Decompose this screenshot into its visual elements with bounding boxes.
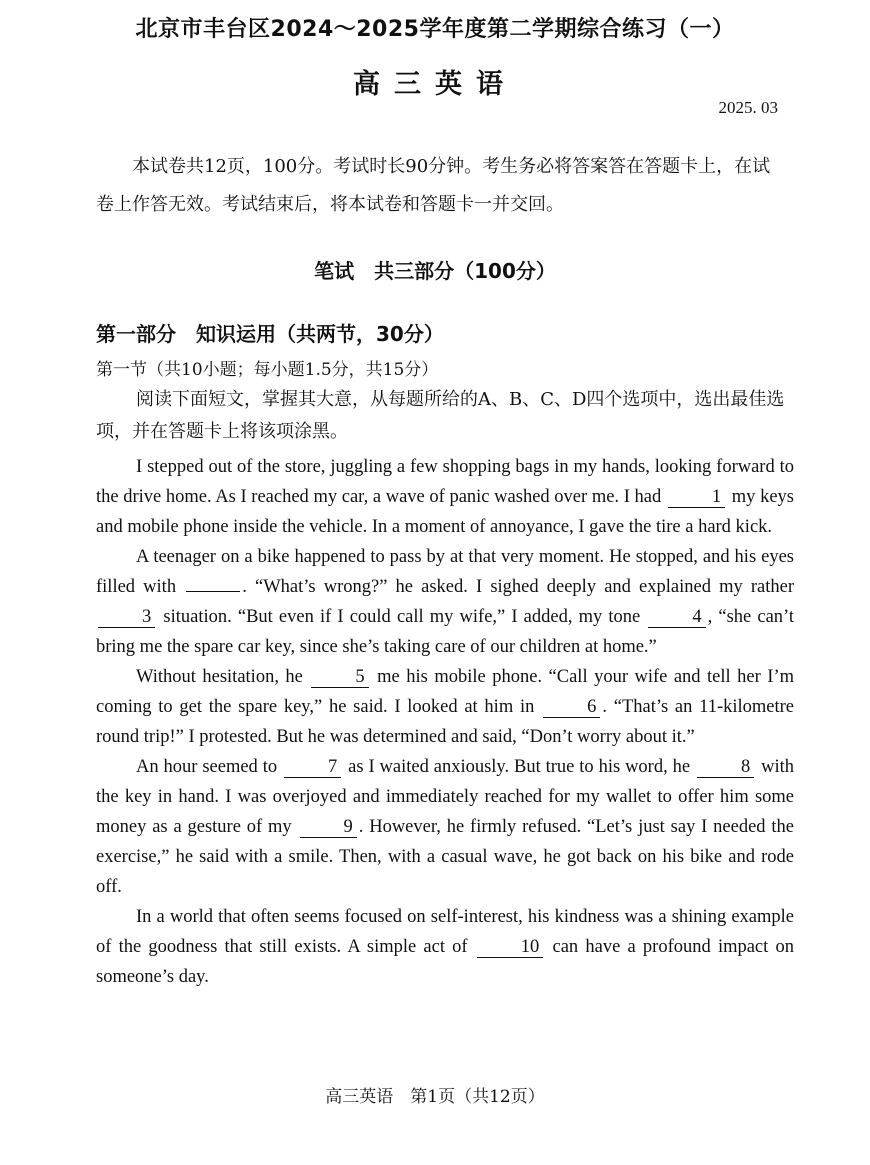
- blank-5: 5: [311, 667, 368, 688]
- passage-text: , “she can’t bring me the spare car key, since she’s taking care of our children at home.”: [96, 607, 795, 657]
- directions-text: 阅读下面短文，掌握其大意，从每题所给的A、B、C、D四个选项中，选出最佳选项，并在答题卡上将该项涂黑。: [96, 389, 785, 442]
- passage-text: . “That’s an 11-kilometre round trip!” I protested. But he was determined and said, “Don’t worry about it.”: [96, 697, 795, 747]
- passage-text: can have a profound impact on someone’s day.: [96, 937, 794, 987]
- exam-title: 北京市丰台区2024～2025学年度第二学期综合练习（一）: [135, 17, 735, 42]
- passage-text: as I waited anxiously. But true to his word, he: [348, 757, 691, 777]
- passage-text: situation. “But even if I could call my wife,” I added, my tone: [163, 607, 641, 627]
- subject-title: 高三英语: [353, 69, 517, 100]
- passage-text: my keys and mobile phone inside the vehicle. In a moment of annoyance, I gave the tire a hard kick.: [96, 487, 794, 537]
- subsection-heading: 第一节（共10小题；每小题1.5分，共15分）: [96, 360, 439, 380]
- cloze-passage: [96, 452, 794, 992]
- blank-9: 9: [300, 817, 357, 838]
- blank-8: 8: [697, 757, 754, 778]
- passage-text: Without hesitation, he: [136, 667, 303, 687]
- passage-text: . “What’s wrong?” he asked. I sighed deeply and explained my rather: [242, 577, 795, 597]
- passage-text: me his mobile phone. “Call your wife and tell her I’m coming to get the spare key,” he said. I looked at him in: [96, 667, 794, 717]
- blank-1: 1: [668, 487, 725, 508]
- passage-text: An hour seemed to: [136, 757, 278, 777]
- blank-2: [186, 591, 240, 592]
- passage-text: with the key in hand. I was overjoyed and immediately reached for my wallet to offer him some money as a gesture of my: [96, 757, 795, 837]
- section-heading: 笔试 共三部分（100分）: [314, 259, 556, 283]
- passage-paragraph-5: [96, 902, 794, 992]
- blank-4: 4: [648, 607, 705, 628]
- instructions-text: 本试卷共12页，100分。考试时长90分钟。考生务必将答案答在答题卡上，在试卷上作答无效。考试结束后，将本试卷和答题卡一并交回。: [96, 156, 771, 215]
- passage-paragraph-1: [96, 452, 794, 542]
- exam-date: 2025. 03: [718, 98, 778, 117]
- page-footer: 高三英语 第1页（共12页）: [325, 1087, 545, 1107]
- blank-7: 7: [284, 757, 341, 778]
- exam-instructions: [96, 148, 784, 224]
- blank-3: 3: [98, 607, 155, 628]
- part-heading: 第一部分 知识运用（共两节，30分）: [96, 322, 444, 346]
- directions: [96, 384, 790, 448]
- passage-paragraph-2: [96, 542, 794, 662]
- blank-10: 10: [477, 937, 544, 958]
- passage-text: In a world that often seems focused on self-interest, his kindness was a shining example of the goodness that still exists. A simple act of: [96, 907, 794, 957]
- passage-paragraph-3: [96, 662, 794, 752]
- passage-paragraph-4: [96, 752, 794, 902]
- passage-text: I stepped out of the store, juggling a few shopping bags in my hands, looking forward to the drive home. As I reached my car, a wave of panic washed over me. I had: [96, 457, 794, 507]
- passage-text: A teenager on a bike happened to pass by at that very moment. He stopped, and his eyes filled with: [96, 547, 794, 597]
- passage-text: . However, he firmly refused. “Let’s just say I needed the exercise,” he said with a smile. Then, with a casual wave, he got back on his bike and rode off.: [96, 817, 794, 897]
- blank-6: 6: [543, 697, 600, 718]
